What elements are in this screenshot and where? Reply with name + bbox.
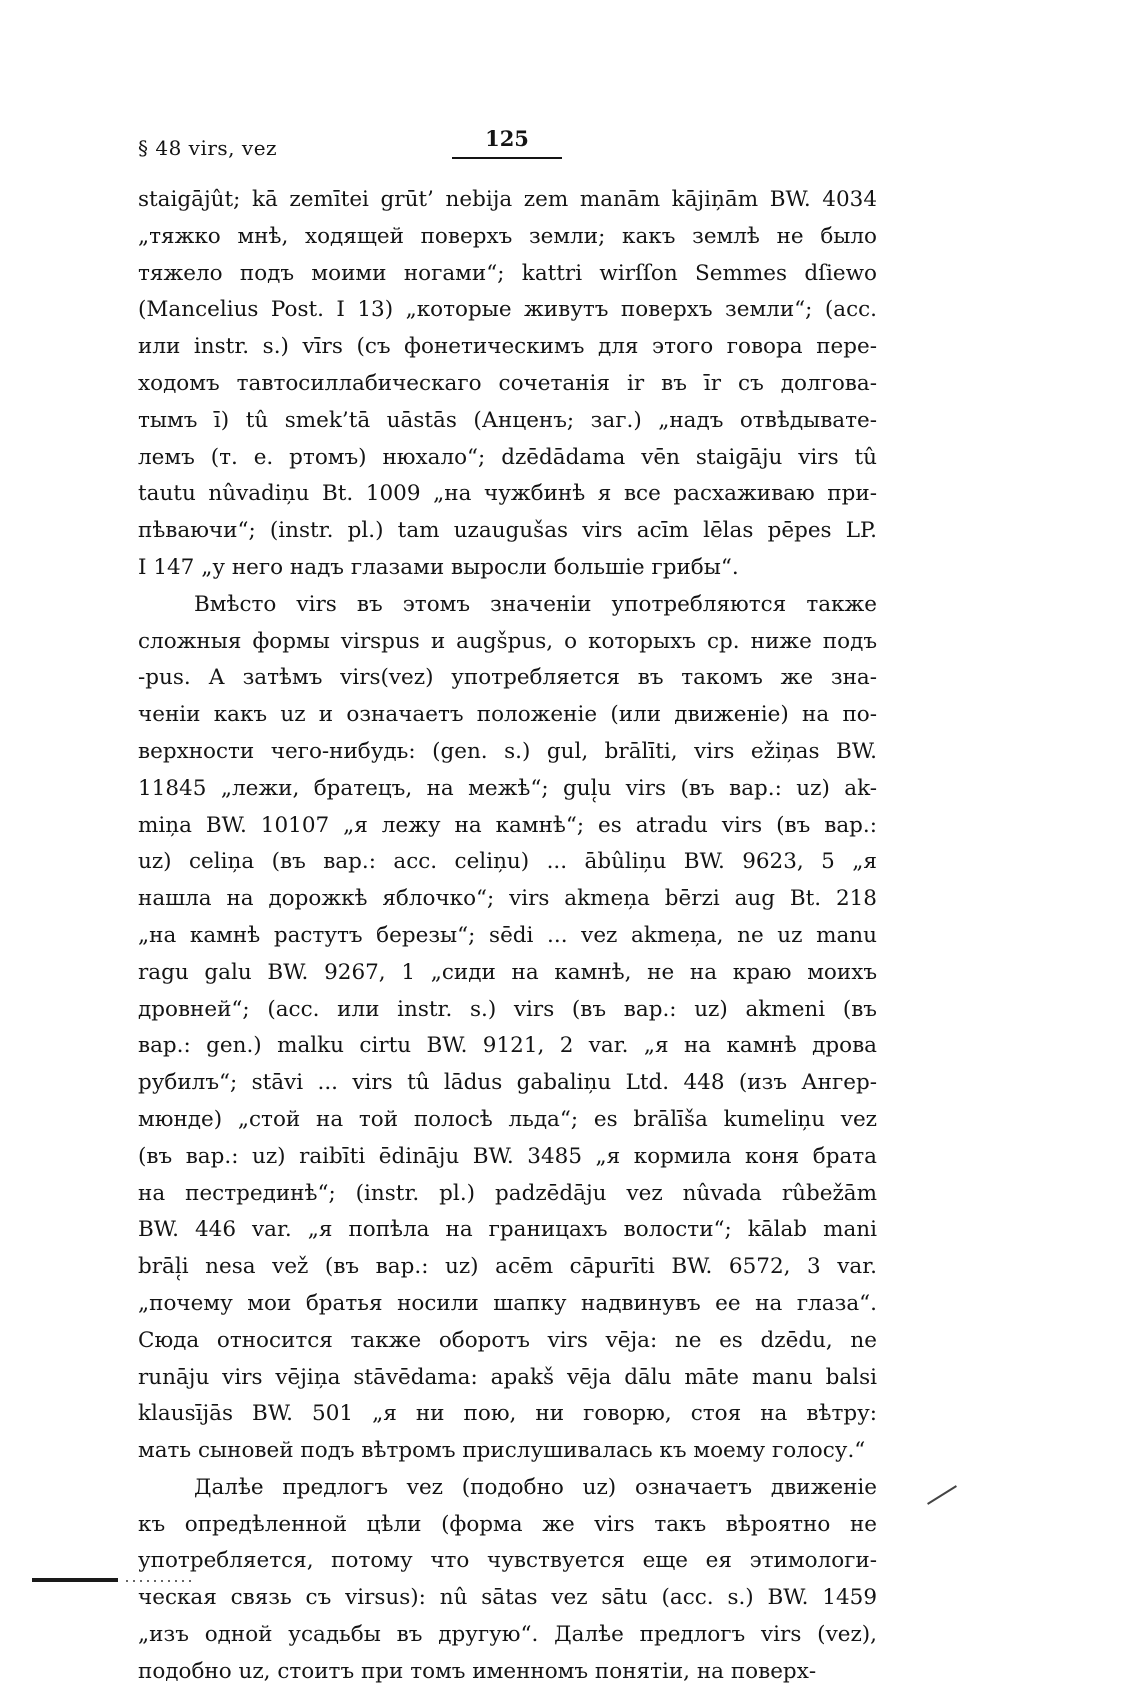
text-line: лемъ (т. е. ртомъ) нюхало“; dzēdādama vēn staigāju virs tû bbox=[138, 444, 877, 470]
print-mark bbox=[32, 1578, 118, 1582]
text-line: или instr. s.) vīrs (съ фонетическимъ для этого говора пере- bbox=[138, 334, 877, 360]
text-line: brāl̜i nesa vež (въ вар.: uz) acēm cāpurīti BW. 6572, 3 var. bbox=[138, 1254, 877, 1280]
print-mark bbox=[126, 1580, 194, 1582]
text-line: ходомъ тавтосиллабическаго сочетанія ir въ īr съ долгова- bbox=[138, 370, 877, 396]
text-line: BW. 446 var. „я попѣла на границахъ волости“; kālab mani bbox=[138, 1217, 877, 1243]
text-line: верхности чего-нибудь: (gen. s.) gul, brālīti, virs ežiņas BW. bbox=[138, 738, 877, 764]
text-line: -pus. А затѣмъ virs(vez) употребляется въ такомъ же зна- bbox=[138, 665, 877, 691]
text-line: подобно uz, стоитъ при томъ именномъ понятіи, на поверх- bbox=[138, 1658, 817, 1684]
text-line: нашла на дорожкѣ яблочко“; virs akmeņa bērzi aug Bt. 218 bbox=[138, 886, 877, 912]
text-line: пѣваючи“; (instr. pl.) tam uzaugušas virs acīm lēlas pēpes LP. bbox=[138, 518, 877, 544]
text-line: употребляется, потому что чувствуется еще ея этимологи- bbox=[138, 1548, 877, 1574]
running-header bbox=[138, 126, 898, 160]
text-line: Далѣе предлогъ vez (подобно uz) означаетъ движеніе bbox=[194, 1474, 877, 1500]
text-line: klausījās BW. 501 „я ни пою, ни говорю, стоя на вѣтру: bbox=[138, 1401, 877, 1427]
text-line: „почему мои братья носили шапку надвинувъ ее на глаза“. bbox=[138, 1290, 877, 1316]
pencil-mark bbox=[927, 1485, 957, 1505]
page-number: 125 bbox=[452, 126, 562, 159]
text-line: мюнде) „стой на той полосѣ льда“; es brālīša kumeliņu vez bbox=[138, 1106, 877, 1132]
text-line: на пестрединѣ“; (instr. pl.) padzēdāju vez nûvada rûbežām bbox=[138, 1180, 877, 1206]
text-line: „на камнѣ растутъ березы“; sēdi ... vez akmeņa, ne uz manu bbox=[138, 922, 877, 948]
text-line: I 147 „у него надъ глазами выросли большіе грибы“. bbox=[138, 554, 739, 580]
text-line: staigājût; kā zemītei grūt’ nebija zem manām kājiņām BW. 4034 bbox=[138, 187, 877, 212]
text-line: (Mancelius Post. I 13) „которые живутъ поверхъ земли“; (acc. bbox=[138, 297, 877, 323]
text-line: рубилъ“; stāvi ... virs tû lādus gabaliņu Ltd. 448 (изъ Ангер- bbox=[138, 1070, 877, 1096]
text-line: Вмѣсто virs въ этомъ значеніи употребляются также bbox=[194, 591, 877, 617]
text-line: дровней“; (acc. или instr. s.) virs (въ вар.: uz) akmeni (въ bbox=[138, 996, 877, 1022]
text-line: сложныя формы virspus и augšpus, о которыхъ ср. ниже подъ bbox=[138, 628, 877, 654]
text-line: ragu galu BW. 9267, 1 „сиди на камнѣ, не на краю моихъ bbox=[138, 959, 877, 985]
text-line: Сюда относится также оборотъ virs vēja: ne es dzēdu, ne bbox=[138, 1327, 877, 1353]
text-line: вар.: gen.) malku cirtu BW. 9121, 2 var. „я на камнѣ дрова bbox=[138, 1033, 877, 1059]
text-line: тымъ ī) tû smek’tā uāstās (Анценъ; заг.) „надъ отвѣдывате- bbox=[138, 407, 877, 433]
body-text bbox=[138, 182, 877, 1691]
text-line: tautu nûvadiņu Bt. 1009 „на чужбинѣ я все расхаживаю при- bbox=[138, 481, 877, 507]
text-line: ченіи какъ uz и означаетъ положеніе (или движеніе) на по- bbox=[138, 702, 877, 728]
text-line: (въ вар.: uz) raibīti ēdināju BW. 3485 „я кормила коня брата bbox=[138, 1143, 877, 1169]
text-line: 11845 „лежи, братецъ, на межѣ“; gul̜u virs (въ вар.: uz) ak- bbox=[138, 775, 877, 801]
text-line: miņa BW. 10107 „я лежу на камнѣ“; es atradu virs (въ вар.: bbox=[138, 812, 877, 838]
section-label: § 48 virs, vez bbox=[138, 136, 278, 160]
text-line: тяжело подъ моими ногами“; kattri wirſſon Semmes dſiewo bbox=[138, 260, 877, 286]
text-line: къ опредѣленной цѣли (форма же virs такъ вѣроятно не bbox=[138, 1511, 877, 1537]
text-line: runāju virs vējiņa stāvēdama: apakš vēja dālu māte manu balsi bbox=[138, 1364, 877, 1390]
text-line: uz) celiņa (въ вар.: acc. celiņu) ... ābûliņu BW. 9623, 5 „я bbox=[138, 849, 877, 875]
text-line: „изъ одной усадьбы въ другую“. Далѣе предлогъ virs (vez), bbox=[138, 1622, 877, 1648]
text-line: „тяжко мнѣ, ходящей поверхъ земли; какъ землѣ не было bbox=[138, 223, 877, 249]
text-line: ческая связь съ virsus): nû sātas vez sātu (acc. s.) BW. 1459 bbox=[138, 1585, 877, 1611]
text-line: мать сыновей подъ вѣтромъ прислушивалась къ моему голосу.“ bbox=[138, 1438, 866, 1464]
